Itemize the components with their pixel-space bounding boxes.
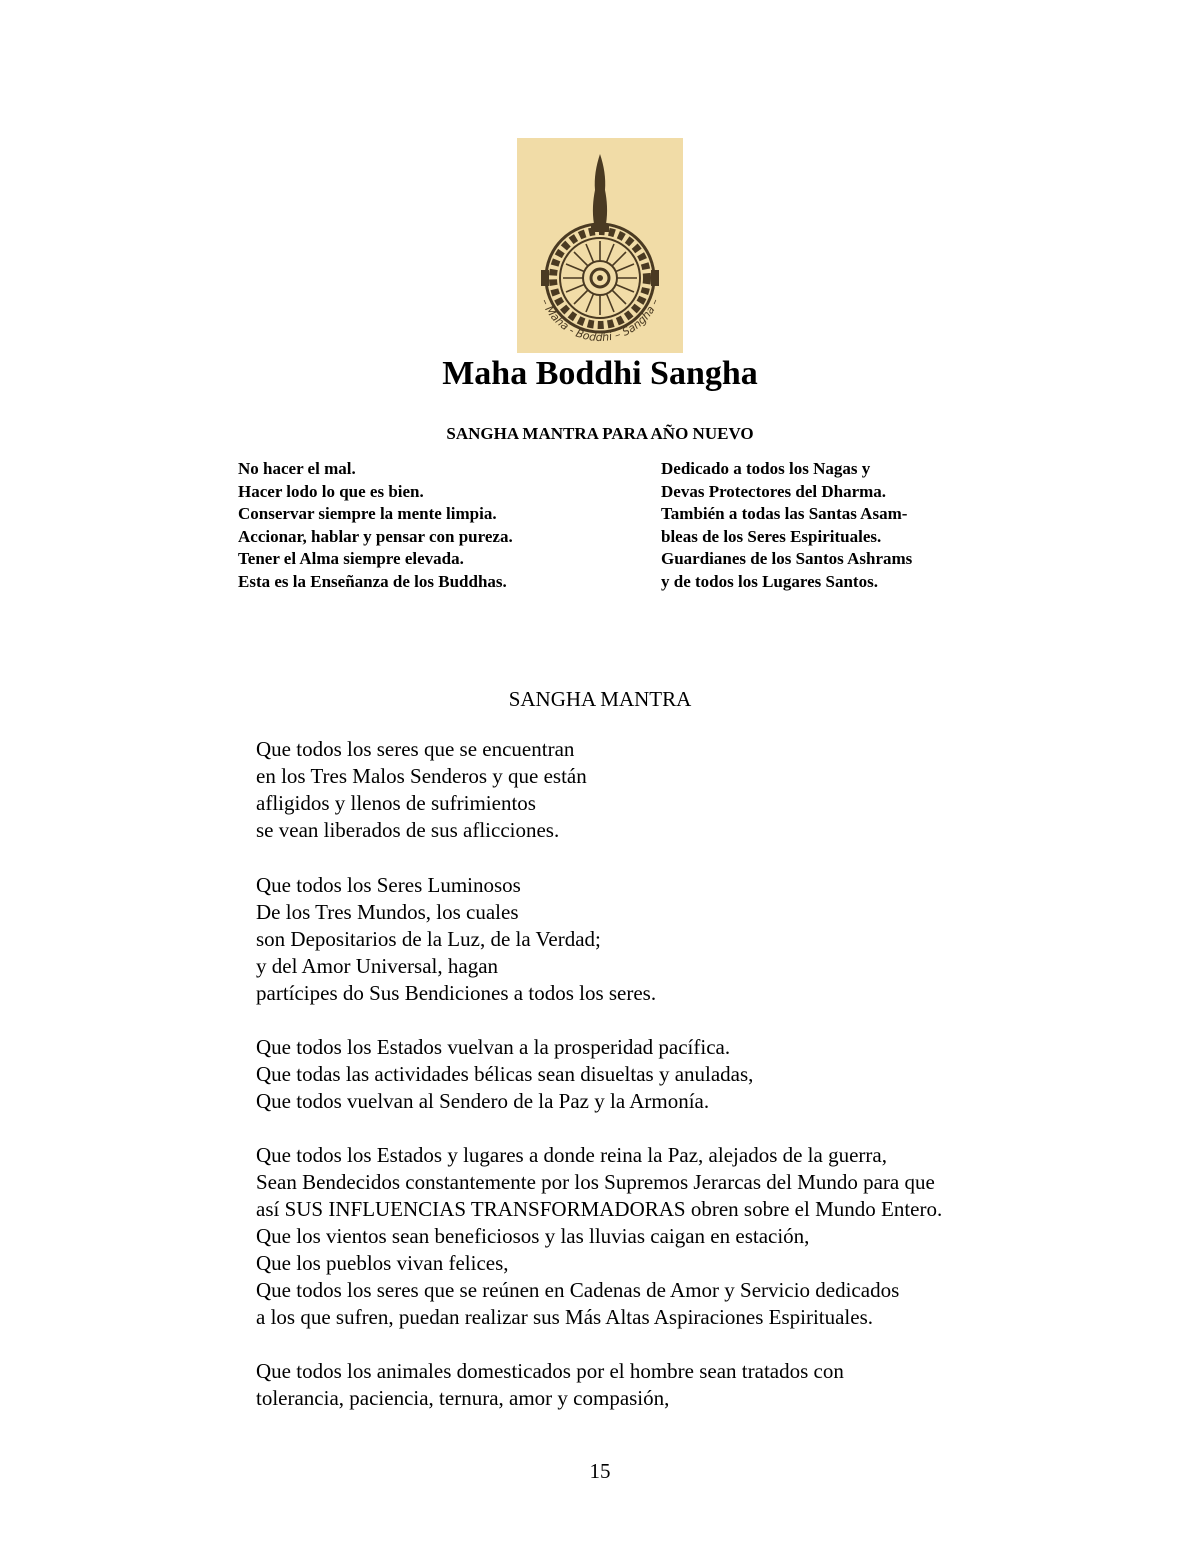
logo-emblem-text: – Maha - Boddhi – Sangha – [538, 296, 662, 345]
mantra-stanza-4 [256, 1142, 942, 1331]
page-subtitle: SANGHA MANTRA PARA AÑO NUEVO [446, 424, 754, 443]
mantra-stanza-3 [256, 1034, 753, 1115]
stanza-line: Que todos los seres que se encuentran [256, 737, 575, 761]
stanza-line: Que todos los Seres Luminosos [256, 873, 521, 897]
maha-boddhi-sangha-logo [517, 138, 683, 353]
dedication-line: También a todas las Santas Asam- [661, 504, 908, 524]
precept-line: Accionar, hablar y pensar con pureza. [238, 526, 513, 546]
stanza-line: a los que sufren, puedan realizar sus Más Altas Aspiraciones Espirituales. [256, 1305, 874, 1329]
stanza-line: Que todas las actividades bélicas sean disueltas y anuladas, [256, 1062, 754, 1086]
dedication-line: Devas Protectores del Dharma. [661, 481, 887, 501]
precept-line: Esta es la Enseñanza de los Buddhas. [238, 571, 507, 591]
dedication-column [661, 458, 912, 594]
stanza-line: Sean Bendecidos constantemente por los Supremos Jerarcas del Mundo para que [256, 1170, 935, 1194]
page-number: 15 [589, 1459, 611, 1483]
dedication-line: Guardianes de los Santos Ashrams [661, 549, 913, 569]
precepts-column [238, 458, 513, 594]
stanza-line: afligidos y llenos de sufrimientos [256, 791, 536, 815]
stanza-line: partícipes do Sus Bendiciones a todos los seres. [256, 981, 657, 1005]
mantra-stanza-5 [256, 1358, 844, 1412]
precept-line: Tener el Alma siempre elevada. [238, 549, 464, 569]
page-title: Maha Boddhi Sangha [442, 355, 758, 392]
stanza-line: Que todos los seres que se reúnen en Cadenas de Amor y Servicio dedicados [256, 1278, 900, 1302]
stanza-line: Que los vientos sean beneficiosos y las lluvias caigan en estación, [256, 1224, 810, 1248]
stanza-line: tolerancia, paciencia, ternura, amor y compasión, [256, 1386, 670, 1410]
mantra-stanza-1 [256, 736, 587, 844]
stanza-line: en los Tres Malos Senderos y que están [256, 764, 587, 788]
precept-line: Hacer lodo lo que es bien. [238, 481, 424, 501]
stanza-line: Que todos los animales domesticados por el hombre sean tratados con [256, 1359, 844, 1383]
stanza-line: son Depositarios de la Luz, de la Verdad; [256, 927, 601, 951]
stanza-line: Que los pueblos vivan felices, [256, 1251, 509, 1275]
dedication-line: bleas de los Seres Espirituales. [661, 526, 882, 546]
stanza-line: así SUS INFLUENCIAS TRANSFORMADORAS obren sobre el Mundo Entero. [256, 1197, 943, 1221]
precept-line: No hacer el mal. [238, 459, 356, 478]
stanza-line: Que todos los Estados vuelvan a la prosperidad pacífica. [256, 1035, 731, 1059]
dharma-wheel-emblem [517, 138, 683, 353]
mantra-heading: SANGHA MANTRA [508, 687, 692, 711]
stanza-line: y del Amor Universal, hagan [256, 954, 499, 978]
mantra-stanza-2 [256, 872, 656, 1007]
dedication-line: y de todos los Lugares Santos. [661, 571, 878, 591]
dedication-line: Dedicado a todos los Nagas y [661, 459, 871, 478]
stanza-line: Que todos vuelvan al Sendero de la Paz y la Armonía. [256, 1089, 710, 1113]
stanza-line: Que todos los Estados y lugares a donde reina la Paz, alejados de la guerra, [256, 1143, 887, 1167]
stanza-line: De los Tres Mundos, los cuales [256, 900, 519, 924]
precept-line: Conservar siempre la mente limpia. [238, 504, 497, 524]
stanza-line: se vean liberados de sus aflicciones. [256, 818, 560, 842]
